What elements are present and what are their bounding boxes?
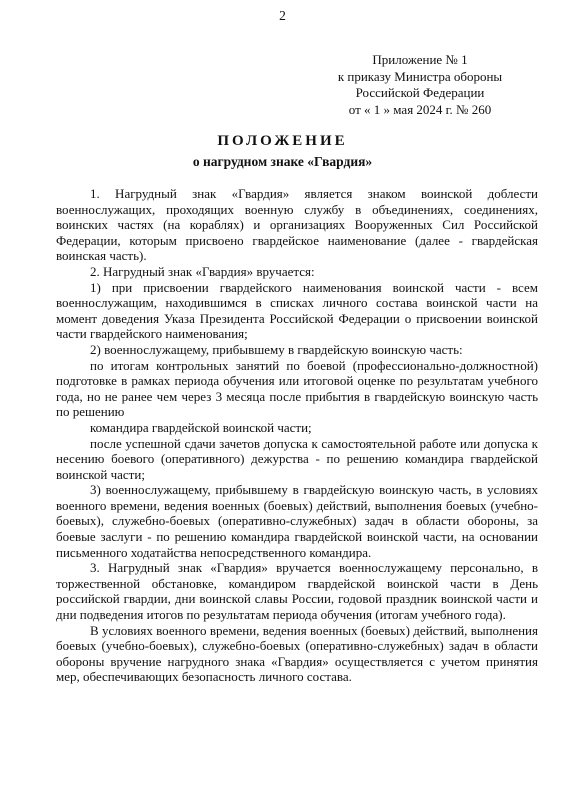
- paragraph-5: по итогам контрольных занятий по боевой (профессионально-должностной) подготовке в рамках периода обучения или итоговой оценке по результатам учебного года, но не ранее чем через 3 месяца после прибытия в гвардейскую воинскую часть по решению: [56, 357, 538, 420]
- page-number: 2: [279, 8, 286, 23]
- appendix-block: [315, 52, 525, 118]
- paragraph-8: 3) военнослужащему, прибывшему в гвардейскую воинскую часть, в условиях военного времени, ведения военных (боевых) действий, выполнения боевых (учебно-боевых), служебно-боевых (оперативно-служебных) задач в области обороны, за боевые заслуги - по решению командира гвардейской воинской части, на основании письменного ходатайства непосредственного командира.: [56, 482, 538, 560]
- paragraph-7: после успешной сдачи зачетов допуска к самостоятельной работе или допуска к несению боевого (оперативного) дежурства - по решению командира гвардейской воинской части;: [56, 435, 538, 482]
- paragraph-6: командира гвардейской воинской части;: [90, 419, 312, 435]
- paragraph-3: 1) при присвоении гвардейского наименования воинской части - всем военнослужащим, находившимся в списках личного состава воинской части на момент доведения Указа Президента Российской Федерации о присвоении воинской части гвардейского наименования;: [56, 279, 538, 342]
- paragraph-10: В условиях военного времени, ведения военных (боевых) действий, выполнения боевых (учебно-боевых), служебно-боевых (оперативно-служебных) задач в области обороны вручение нагрудного знака «Гвардия» осуществляется с учетом принятия мер, обеспечивающих безопасность личного состава.: [56, 622, 538, 685]
- paragraph-4: 2) военнослужащему, прибывшему в гвардейскую воинскую часть:: [90, 341, 463, 357]
- document-body: [56, 186, 538, 685]
- paragraph-1: 1. Нагрудный знак «Гвардия» является знаком воинской доблести военнослужащих, проходящих военную службу в объединениях, соединениях, воинских частях (на кораблях) и организациях Вооруженных Сил Российской Федерации, которым присвоено гвардейское наименование (далее - гвардейская воинская часть).: [56, 186, 538, 264]
- paragraph-2: 2. Нагрудный знак «Гвардия» вручается:: [90, 263, 315, 279]
- appendix-line-1: Приложение № 1: [372, 52, 468, 67]
- document-subtitle: о нагрудном знаке «Гвардия»: [192, 154, 373, 169]
- paragraph-9: 3. Нагрудный знак «Гвардия» вручается военнослужащему персонально, в торжественной обстановке, командиром гвардейской воинской части в День российской гвардии, дни воинской славы России, годовой праздник воинской части и дни подведения итогов по результатам периода обучения (итогам учебного года).: [56, 560, 538, 623]
- appendix-line-3: Российской Федерации: [355, 85, 485, 100]
- document-title: ПОЛОЖЕНИЕ: [217, 133, 348, 149]
- appendix-line-2: к приказу Министра обороны: [337, 68, 503, 84]
- appendix-line-4: от « 1 » мая 2024 г. № 260: [348, 101, 492, 117]
